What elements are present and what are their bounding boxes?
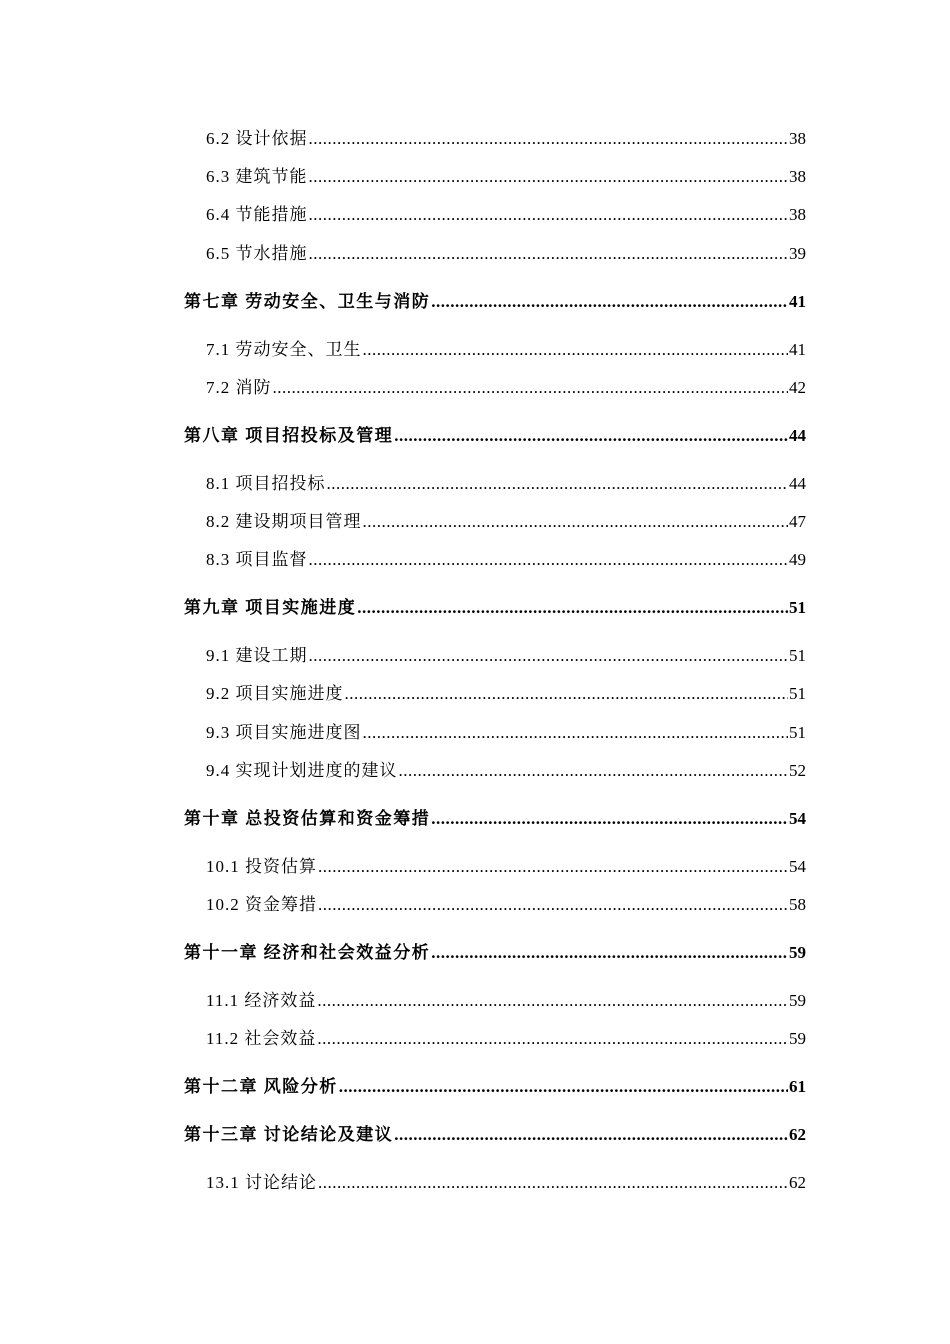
toc-dot-leader	[309, 166, 789, 188]
toc-entry-title: 6.2 设计依据	[206, 129, 308, 148]
toc-chapter-10[interactable]	[184, 808, 806, 830]
toc-entry-title: 11.1 经济效益	[206, 991, 317, 1010]
toc-entry-title: 10.1 投资估算	[206, 857, 317, 876]
toc-dot-leader	[431, 291, 788, 313]
toc-entry-title: 8.2 建设期项目管理	[206, 512, 362, 531]
toc-entry-title: 6.3 建筑节能	[206, 167, 308, 186]
toc-entry-8-1[interactable]	[206, 473, 806, 495]
toc-chapter-title: 第七章 劳动安全、卫生与消防	[184, 292, 431, 311]
toc-entry-6-4[interactable]	[206, 204, 806, 226]
toc-dot-leader	[363, 511, 789, 533]
toc-entry-6-5[interactable]	[206, 243, 806, 265]
toc-dot-leader	[309, 243, 789, 265]
toc-entry-title: 9.4 实现计划进度的建议	[206, 761, 398, 780]
toc-page-number: 58	[789, 895, 806, 914]
toc-entry-13-1[interactable]	[206, 1172, 806, 1194]
toc-chapter-title: 第八章 项目招投标及管理	[184, 426, 394, 445]
toc-chapter-12[interactable]	[184, 1076, 806, 1098]
toc-entry-9-3[interactable]	[206, 722, 806, 744]
toc-dot-leader	[317, 1028, 788, 1050]
toc-page-number: 59	[789, 991, 806, 1010]
toc-dot-leader	[345, 683, 789, 705]
toc-page-number: 61	[789, 1077, 806, 1096]
toc-chapter-8[interactable]	[184, 425, 806, 447]
toc-entry-title: 9.2 项目实施进度	[206, 684, 344, 703]
toc-chapter-title: 第十二章 风险分析	[184, 1077, 338, 1096]
toc-page-number: 62	[789, 1125, 806, 1144]
toc-dot-leader	[394, 1124, 788, 1146]
toc-page-number: 38	[789, 167, 806, 186]
toc-entry-7-2[interactable]	[206, 377, 806, 399]
toc-entry-9-1[interactable]	[206, 645, 806, 667]
toc-page-number: 42	[789, 378, 806, 397]
toc-entry-title: 6.5 节水措施	[206, 244, 308, 263]
toc-dot-leader	[357, 597, 788, 619]
toc-page-number: 51	[789, 646, 806, 665]
toc-entry-title: 6.4 节能措施	[206, 205, 308, 224]
toc-page-number: 52	[789, 761, 806, 780]
toc-entry-6-3[interactable]	[206, 166, 806, 188]
toc-page-number: 54	[789, 809, 806, 828]
toc-page-number: 38	[789, 205, 806, 224]
toc-entry-9-4[interactable]	[206, 760, 806, 782]
toc-chapter-title: 第十章 总投资估算和资金筹措	[184, 809, 431, 828]
toc-dot-leader	[309, 128, 789, 150]
toc-dot-leader	[339, 1076, 788, 1098]
toc-entry-title: 9.1 建设工期	[206, 646, 308, 665]
toc-dot-leader	[309, 645, 789, 667]
toc-entry-title: 7.2 消防	[206, 378, 272, 397]
toc-page-number: 44	[789, 426, 806, 445]
toc-chapter-title: 第十一章 经济和社会效益分析	[184, 943, 431, 962]
toc-dot-leader	[318, 856, 788, 878]
toc-dot-leader	[273, 377, 789, 399]
toc-dot-leader	[394, 425, 788, 447]
toc-page-number: 44	[789, 474, 806, 493]
toc-dot-leader	[309, 204, 789, 226]
toc-entry-6-2[interactable]	[206, 128, 806, 150]
toc-entry-8-3[interactable]	[206, 549, 806, 571]
toc-page-number: 49	[789, 550, 806, 569]
toc-entry-7-1[interactable]	[206, 339, 806, 361]
toc-dot-leader	[431, 808, 788, 830]
toc-chapter-11[interactable]	[184, 942, 806, 964]
toc-entry-title: 11.2 社会效益	[206, 1029, 317, 1048]
toc-entry-9-2[interactable]	[206, 683, 806, 705]
toc-dot-leader	[309, 549, 789, 571]
toc-entry-8-2[interactable]	[206, 511, 806, 533]
toc-chapter-9[interactable]	[184, 597, 806, 619]
toc-chapter-title: 第十三章 讨论结论及建议	[184, 1125, 394, 1144]
toc-page-number: 54	[789, 857, 806, 876]
toc-dot-leader	[399, 760, 789, 782]
toc-page-number: 62	[789, 1173, 806, 1192]
toc-dot-leader	[431, 942, 788, 964]
toc-entry-title: 13.1 讨论结论	[206, 1173, 317, 1192]
toc-dot-leader	[363, 722, 789, 744]
toc-page-number: 41	[789, 340, 806, 359]
toc-dot-leader	[363, 339, 789, 361]
toc-page-number: 59	[789, 943, 806, 962]
toc-page-number: 51	[789, 723, 806, 742]
toc-dot-leader	[317, 990, 788, 1012]
toc-page-number: 41	[789, 292, 806, 311]
toc-entry-10-2[interactable]	[206, 894, 806, 916]
toc-chapter-13[interactable]	[184, 1124, 806, 1146]
toc-dot-leader	[318, 1172, 788, 1194]
toc-entry-title: 10.2 资金筹措	[206, 895, 317, 914]
toc-dot-leader	[327, 473, 789, 495]
toc-entry-title: 9.3 项目实施进度图	[206, 723, 362, 742]
toc-chapter-7[interactable]	[184, 291, 806, 313]
toc-entry-title: 7.1 劳动安全、卫生	[206, 340, 362, 359]
toc-entry-10-1[interactable]	[206, 856, 806, 878]
toc-chapter-title: 第九章 项目实施进度	[184, 598, 357, 617]
toc-page-number: 38	[789, 129, 806, 148]
toc-entry-title: 8.1 项目招投标	[206, 474, 326, 493]
toc-entry-11-2[interactable]	[206, 1028, 806, 1050]
toc-entry-11-1[interactable]	[206, 990, 806, 1012]
toc-page-number: 39	[789, 244, 806, 263]
toc-dot-leader	[318, 894, 788, 916]
toc-page-number: 51	[789, 598, 806, 617]
toc-entry-title: 8.3 项目监督	[206, 550, 308, 569]
toc-page-number: 59	[789, 1029, 806, 1048]
toc-page-number: 47	[789, 512, 806, 531]
toc-page-number: 51	[789, 684, 806, 703]
